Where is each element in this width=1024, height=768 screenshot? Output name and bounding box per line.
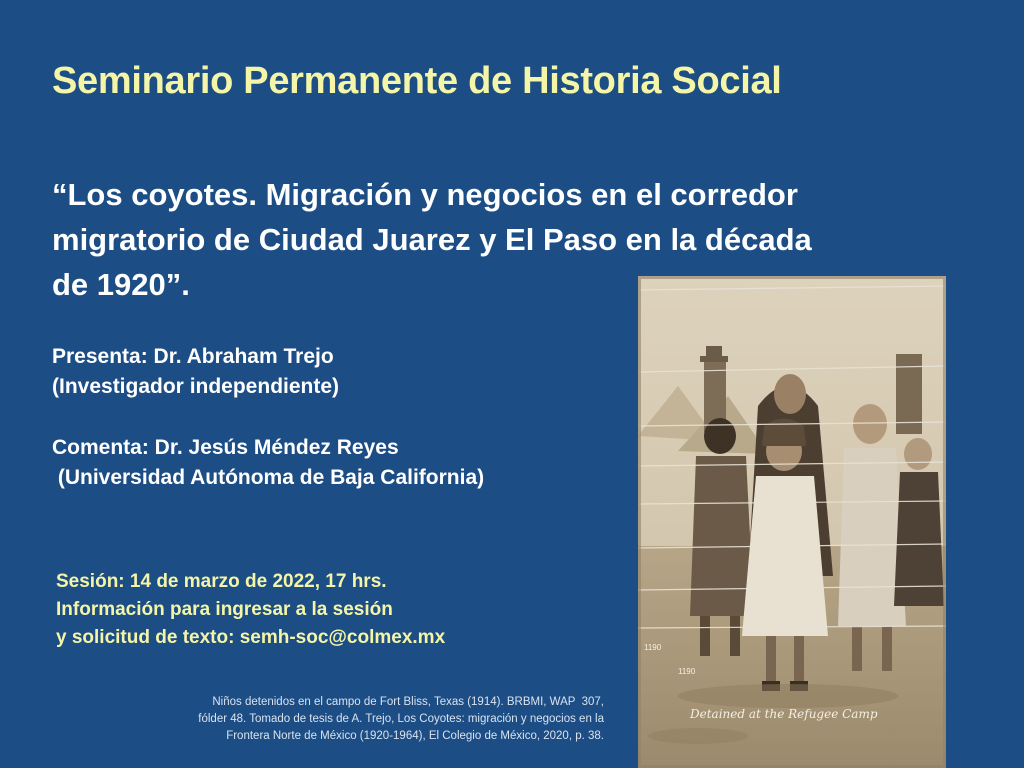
photo-number-left: 1190 bbox=[644, 643, 662, 652]
presenter-affiliation: (Investigador independiente) bbox=[52, 375, 340, 398]
session-date: Sesión: 14 de marzo de 2022, 17 hrs. bbox=[56, 571, 387, 592]
photo-illustration bbox=[638, 276, 946, 768]
caption-line: Niños detenidos en el campo de Fort Bliss, Texas (1914). BRBMI, WAP 307, bbox=[212, 696, 604, 708]
talk-title-line: de 1920”. bbox=[52, 267, 190, 302]
seminar-title: Seminario Permanente de Historia Social bbox=[52, 60, 782, 102]
session-contact: y solicitud de texto: semh-soc@colmex.mx bbox=[56, 627, 446, 648]
caption-line: Frontera Norte de México (1920-1964), El Colegio de México, 2020, p. 38. bbox=[226, 730, 604, 742]
commentator-name: Comenta: Dr. Jesús Méndez Reyes bbox=[52, 436, 399, 459]
photo-caption bbox=[124, 694, 604, 745]
talk-title-line: migratorio de Ciudad Juarez y El Paso en la década bbox=[52, 222, 812, 257]
speakers-block bbox=[52, 342, 632, 493]
photo-inscription: Detained at the Refugee Camp bbox=[690, 707, 878, 721]
commentator-affiliation: (Universidad Autónoma de Baja California) bbox=[52, 466, 485, 489]
historical-photo bbox=[638, 276, 946, 768]
session-access-info: Información para ingresar a la sesión bbox=[56, 599, 393, 620]
caption-line: fólder 48. Tomado de tesis de A. Trejo, Los Coyotes: migración y negocios en la bbox=[198, 713, 604, 725]
photo-number-mid: 1190 bbox=[678, 667, 696, 676]
presenter-name: Presenta: Dr. Abraham Trejo bbox=[52, 345, 334, 368]
talk-title-line: “Los coyotes. Migración y negocios en el corredor bbox=[52, 177, 798, 212]
session-info bbox=[56, 568, 616, 652]
